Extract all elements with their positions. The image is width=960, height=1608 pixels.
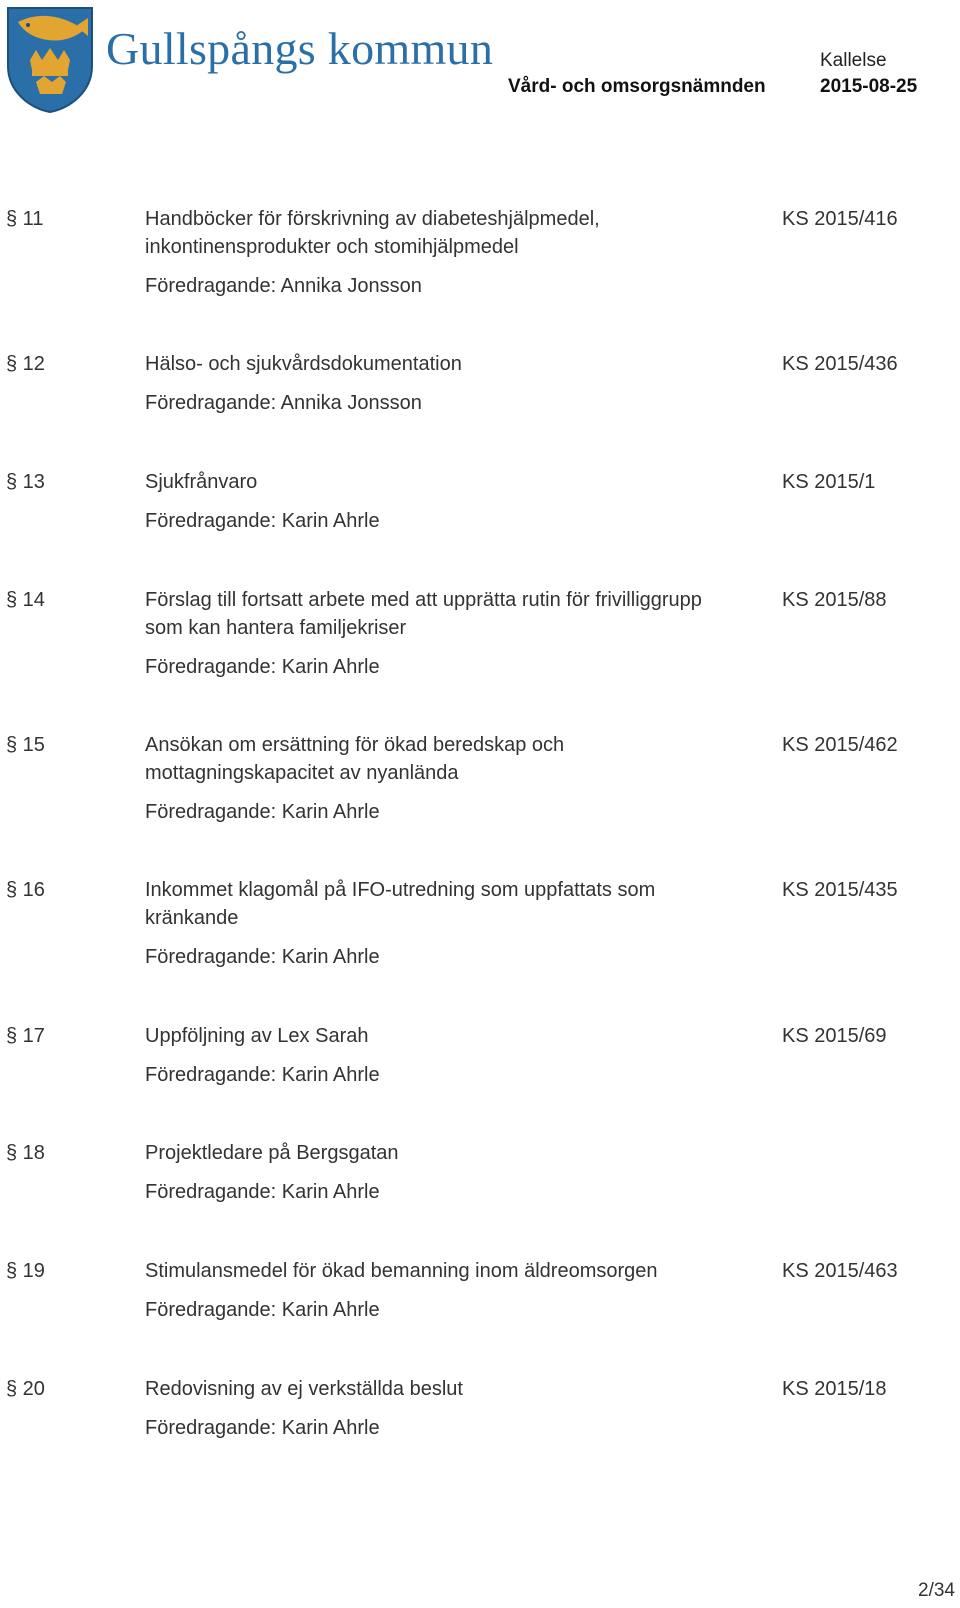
- section-number: § 15: [6, 734, 45, 756]
- municipality-name: Gullspångs kommun: [106, 23, 494, 74]
- presenter: Föredragande: Karin Ahrle: [145, 1181, 380, 1203]
- presenter: Föredragande: Annika Jonsson: [145, 392, 422, 414]
- case-reference: KS 2015/462: [782, 734, 898, 756]
- presenter: Föredragande: Karin Ahrle: [145, 801, 380, 823]
- case-reference: KS 2015/88: [782, 589, 887, 611]
- item-title: Hälso- och sjukvårdsdokumentation: [145, 353, 462, 375]
- meeting-date: 2015-08-25: [820, 76, 918, 97]
- section-number: § 19: [6, 1260, 45, 1282]
- section-number: § 18: [6, 1142, 45, 1164]
- case-reference: KS 2015/436: [782, 353, 898, 375]
- document-type: Kallelse: [820, 50, 887, 71]
- presenter: Föredragande: Annika Jonsson: [145, 275, 422, 297]
- presenter: Föredragande: Karin Ahrle: [145, 946, 380, 968]
- item-title: Inkommet klagomål på IFO-utredning som uppfattats som kränkande: [145, 879, 656, 929]
- item-title: Stimulansmedel för ökad bemanning inom äldreomsorgen: [145, 1260, 658, 1282]
- presenter: Föredragande: Karin Ahrle: [145, 1064, 380, 1086]
- section-number: § 12: [6, 353, 45, 375]
- section-number: § 17: [6, 1025, 45, 1047]
- item-title: Förslag till fortsatt arbete med att upprätta rutin för frivilliggrupp som kan hantera familjekriser: [145, 589, 702, 639]
- section-number: § 11: [6, 208, 44, 230]
- item-title: Sjukfrånvaro: [145, 471, 258, 493]
- page-number: 2/34: [918, 1580, 955, 1601]
- municipal-crest-icon: [4, 4, 96, 114]
- case-reference: KS 2015/463: [782, 1260, 898, 1282]
- item-title: Ansökan om ersättning för ökad beredskap och mottagningskapacitet av nyanlända: [145, 734, 565, 784]
- section-number: § 13: [6, 471, 45, 493]
- case-reference: KS 2015/1: [782, 471, 876, 493]
- presenter: Föredragande: Karin Ahrle: [145, 510, 380, 532]
- presenter: Föredragande: Karin Ahrle: [145, 656, 380, 678]
- section-number: § 14: [6, 589, 45, 611]
- item-title: Handböcker för förskrivning av diabeteshjälpmedel, inkontinensprodukter och stomihjälpmedel: [145, 208, 600, 258]
- section-number: § 16: [6, 879, 45, 901]
- presenter: Föredragande: Karin Ahrle: [145, 1417, 380, 1439]
- case-reference: KS 2015/435: [782, 879, 898, 901]
- document-header: [0, 0, 960, 120]
- case-reference: KS 2015/416: [782, 208, 898, 230]
- item-title: Uppföljning av Lex Sarah: [145, 1025, 369, 1047]
- case-reference: KS 2015/18: [782, 1378, 887, 1400]
- item-title: Redovisning av ej verkställda beslut: [145, 1378, 463, 1400]
- case-reference: KS 2015/69: [782, 1025, 887, 1047]
- committee-name: Vård- och omsorgsnämnden: [508, 76, 766, 97]
- item-title: Projektledare på Bergsgatan: [145, 1142, 399, 1164]
- presenter: Föredragande: Karin Ahrle: [145, 1299, 380, 1321]
- section-number: § 20: [6, 1378, 45, 1400]
